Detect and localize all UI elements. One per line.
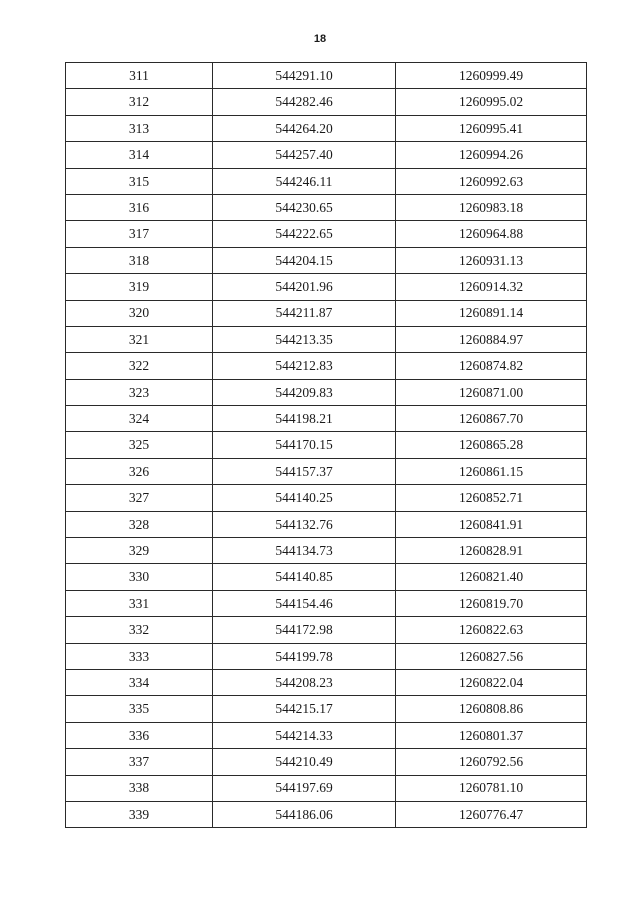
table-row (66, 749, 587, 775)
point-number-cell: 328 (66, 511, 213, 537)
table-row (66, 353, 587, 379)
y-coordinate-cell: 1260861.15 (396, 458, 587, 484)
x-coordinate-cell: 544212.83 (213, 353, 396, 379)
point-number-cell: 319 (66, 274, 213, 300)
point-number-cell: 330 (66, 564, 213, 590)
x-coordinate-cell: 544230.65 (213, 194, 396, 220)
point-number-cell: 318 (66, 247, 213, 273)
x-coordinate-cell: 544154.46 (213, 590, 396, 616)
table-row (66, 63, 587, 89)
x-coordinate-cell: 544257.40 (213, 142, 396, 168)
table-row (66, 406, 587, 432)
point-number-cell: 323 (66, 379, 213, 405)
y-coordinate-cell: 1260884.97 (396, 326, 587, 352)
table-row (66, 775, 587, 801)
y-coordinate-cell: 1260871.00 (396, 379, 587, 405)
table-row (66, 274, 587, 300)
point-number-cell: 338 (66, 775, 213, 801)
y-coordinate-cell: 1260995.41 (396, 115, 587, 141)
y-coordinate-cell: 1260827.56 (396, 643, 587, 669)
y-coordinate-cell: 1260891.14 (396, 300, 587, 326)
y-coordinate-cell: 1260867.70 (396, 406, 587, 432)
table-row (66, 590, 587, 616)
point-number-cell: 326 (66, 458, 213, 484)
point-number-cell: 331 (66, 590, 213, 616)
y-coordinate-cell: 1260808.86 (396, 696, 587, 722)
coordinates-table (65, 62, 587, 828)
table-row (66, 669, 587, 695)
page-number: 18 (313, 33, 327, 45)
y-coordinate-cell: 1260801.37 (396, 722, 587, 748)
point-number-cell: 335 (66, 696, 213, 722)
point-number-cell: 327 (66, 485, 213, 511)
table-row (66, 115, 587, 141)
point-number-cell: 325 (66, 432, 213, 458)
x-coordinate-cell: 544222.65 (213, 221, 396, 247)
y-coordinate-cell: 1260828.91 (396, 538, 587, 564)
x-coordinate-cell: 544282.46 (213, 89, 396, 115)
point-number-cell: 316 (66, 194, 213, 220)
table-row (66, 485, 587, 511)
table-row (66, 247, 587, 273)
x-coordinate-cell: 544197.69 (213, 775, 396, 801)
point-number-cell: 339 (66, 801, 213, 827)
y-coordinate-cell: 1260821.40 (396, 564, 587, 590)
y-coordinate-cell: 1260776.47 (396, 801, 587, 827)
point-number-cell: 312 (66, 89, 213, 115)
table-row (66, 194, 587, 220)
table-row (66, 379, 587, 405)
table-row (66, 538, 587, 564)
x-coordinate-cell: 544172.98 (213, 617, 396, 643)
x-coordinate-cell: 544204.15 (213, 247, 396, 273)
table-row (66, 511, 587, 537)
x-coordinate-cell: 544170.15 (213, 432, 396, 458)
table-row (66, 696, 587, 722)
table-row (66, 326, 587, 352)
y-coordinate-cell: 1260852.71 (396, 485, 587, 511)
x-coordinate-cell: 544291.10 (213, 63, 396, 89)
point-number-cell: 334 (66, 669, 213, 695)
x-coordinate-cell: 544210.49 (213, 749, 396, 775)
x-coordinate-cell: 544140.85 (213, 564, 396, 590)
point-number-cell: 313 (66, 115, 213, 141)
table-row (66, 458, 587, 484)
x-coordinate-cell: 544140.25 (213, 485, 396, 511)
y-coordinate-cell: 1260822.04 (396, 669, 587, 695)
table-row (66, 564, 587, 590)
point-number-cell: 320 (66, 300, 213, 326)
x-coordinate-cell: 544134.73 (213, 538, 396, 564)
table-row (66, 300, 587, 326)
x-coordinate-cell: 544246.11 (213, 168, 396, 194)
x-coordinate-cell: 544211.87 (213, 300, 396, 326)
x-coordinate-cell: 544157.37 (213, 458, 396, 484)
table-row (66, 432, 587, 458)
y-coordinate-cell: 1260781.10 (396, 775, 587, 801)
point-number-cell: 317 (66, 221, 213, 247)
y-coordinate-cell: 1260994.26 (396, 142, 587, 168)
point-number-cell: 336 (66, 722, 213, 748)
x-coordinate-cell: 544201.96 (213, 274, 396, 300)
point-number-cell: 311 (66, 63, 213, 89)
point-number-cell: 314 (66, 142, 213, 168)
point-number-cell: 333 (66, 643, 213, 669)
point-number-cell: 332 (66, 617, 213, 643)
y-coordinate-cell: 1260865.28 (396, 432, 587, 458)
table-row (66, 142, 587, 168)
y-coordinate-cell: 1260931.13 (396, 247, 587, 273)
y-coordinate-cell: 1260874.82 (396, 353, 587, 379)
x-coordinate-cell: 544264.20 (213, 115, 396, 141)
x-coordinate-cell: 544186.06 (213, 801, 396, 827)
table-row (66, 643, 587, 669)
x-coordinate-cell: 544209.83 (213, 379, 396, 405)
x-coordinate-cell: 544198.21 (213, 406, 396, 432)
x-coordinate-cell: 544199.78 (213, 643, 396, 669)
y-coordinate-cell: 1260992.63 (396, 168, 587, 194)
point-number-cell: 337 (66, 749, 213, 775)
table-row (66, 722, 587, 748)
table-row (66, 617, 587, 643)
y-coordinate-cell: 1260792.56 (396, 749, 587, 775)
x-coordinate-cell: 544214.33 (213, 722, 396, 748)
table-row (66, 168, 587, 194)
point-number-cell: 322 (66, 353, 213, 379)
y-coordinate-cell: 1260995.02 (396, 89, 587, 115)
y-coordinate-cell: 1260999.49 (396, 63, 587, 89)
coordinates-table-body (66, 63, 587, 828)
y-coordinate-cell: 1260822.63 (396, 617, 587, 643)
x-coordinate-cell: 544215.17 (213, 696, 396, 722)
y-coordinate-cell: 1260841.91 (396, 511, 587, 537)
table-row (66, 89, 587, 115)
y-coordinate-cell: 1260983.18 (396, 194, 587, 220)
y-coordinate-cell: 1260819.70 (396, 590, 587, 616)
table-row (66, 221, 587, 247)
point-number-cell: 321 (66, 326, 213, 352)
table-row (66, 801, 587, 827)
y-coordinate-cell: 1260914.32 (396, 274, 587, 300)
x-coordinate-cell: 544208.23 (213, 669, 396, 695)
point-number-cell: 315 (66, 168, 213, 194)
x-coordinate-cell: 544132.76 (213, 511, 396, 537)
point-number-cell: 329 (66, 538, 213, 564)
x-coordinate-cell: 544213.35 (213, 326, 396, 352)
point-number-cell: 324 (66, 406, 213, 432)
y-coordinate-cell: 1260964.88 (396, 221, 587, 247)
